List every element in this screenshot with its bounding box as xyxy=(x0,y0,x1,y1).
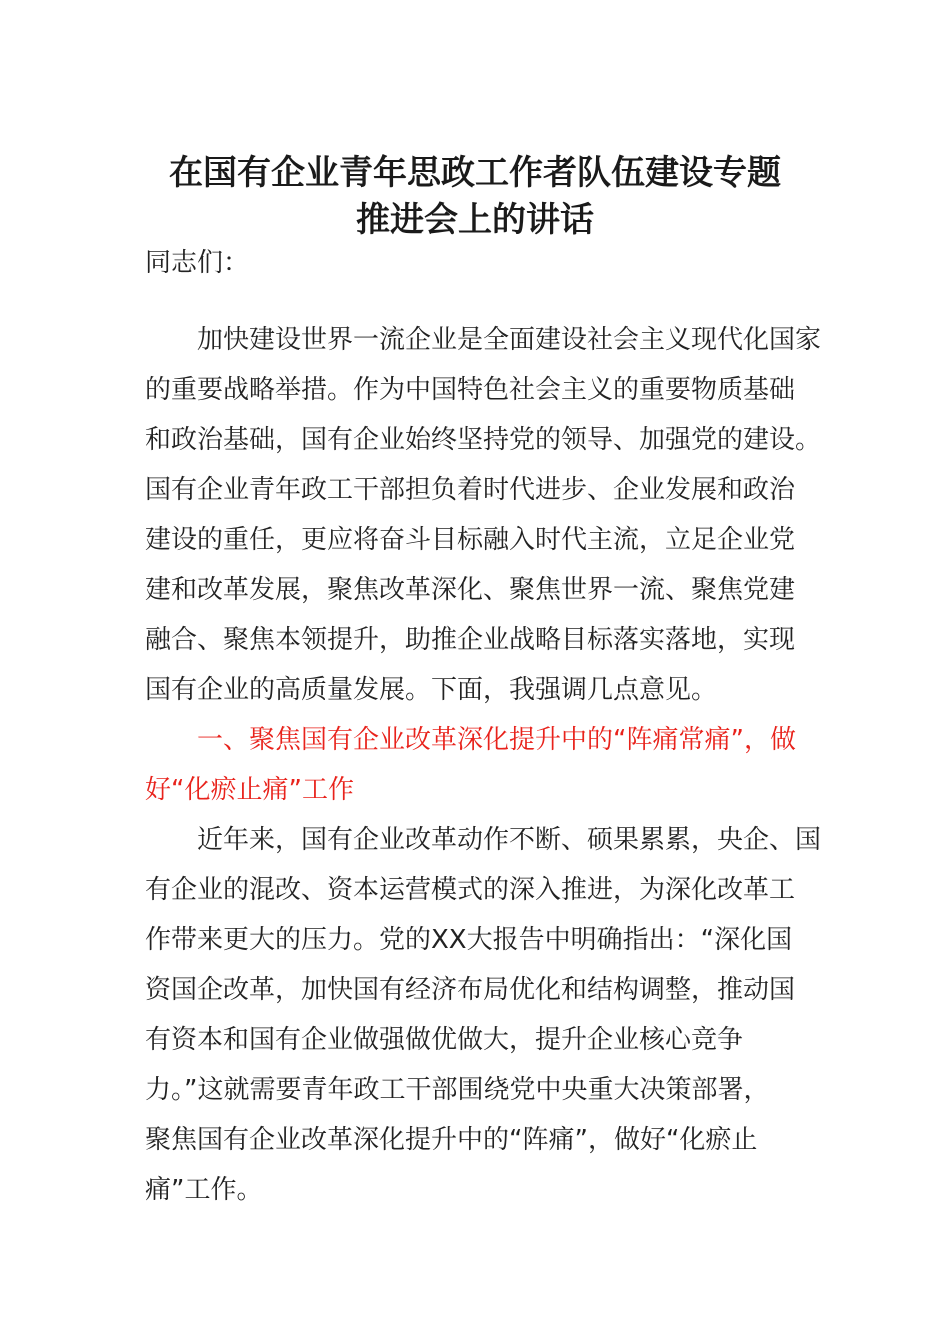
paragraph-2-line: 聚焦国有企业改革深化提升中的“阵痛”，做好“化瘀止 xyxy=(145,1125,758,1155)
paragraph-1-line: 国有企业青年政工干部担负着时代进步、企业发展和政治 xyxy=(145,475,796,505)
section-heading-1-line: 一、聚焦国有企业改革深化提升中的“阵痛常痛”，做 xyxy=(145,725,796,755)
paragraph-1-line: 融合、聚焦本领提升，助推企业战略目标落实落地，实现 xyxy=(145,625,796,655)
paragraph-1-line: 建设的重任，更应将奋斗目标融入时代主流，立足企业党 xyxy=(145,525,796,555)
paragraph-2-line: 有资本和国有企业做强做优做大，提升企业核心竞争 xyxy=(145,1025,744,1055)
paragraph-2-line: 有企业的混改、资本运营模式的深入推进，为深化改革工 xyxy=(145,875,796,905)
paragraph-2-line: 作带来更大的压力。党的XX大报告中明确指出：“深化国 xyxy=(145,925,793,955)
paragraph-1-line: 的重要战略举措。作为中国特色社会主义的重要物质基础 xyxy=(145,375,796,405)
paragraph-2-line: 近年来，国有企业改革动作不断、硕果累累，央企、国 xyxy=(145,825,822,855)
paragraph-1-line: 加快建设世界一流企业是全面建设社会主义现代化国家 xyxy=(145,325,822,355)
paragraph-2-line: 痛”工作。 xyxy=(145,1175,263,1205)
paragraph-2-line: 力。”这就需要青年政工干部围绕党中央重大决策部署， xyxy=(145,1075,770,1105)
section-heading-1-line: 好“化瘀止痛”工作 xyxy=(145,775,354,805)
document-title-line-2: 推进会上的讲话 xyxy=(356,200,594,240)
document-title-line-1: 在国有企业青年思政工作者队伍建设专题 xyxy=(169,153,781,193)
salutation: 同志们： xyxy=(145,248,250,278)
paragraph-1-line: 建和改革发展，聚焦改革深化、聚焦世界一流、聚焦党建 xyxy=(145,575,796,605)
paragraph-1-line: 和政治基础，国有企业始终坚持党的领导、加强党的建设。 xyxy=(145,425,822,455)
paragraph-1-line: 国有企业的高质量发展。下面，我强调几点意见。 xyxy=(145,675,718,705)
paragraph-2-line: 资国企改革，加快国有经济布局优化和结构调整，推动国 xyxy=(145,975,796,1005)
